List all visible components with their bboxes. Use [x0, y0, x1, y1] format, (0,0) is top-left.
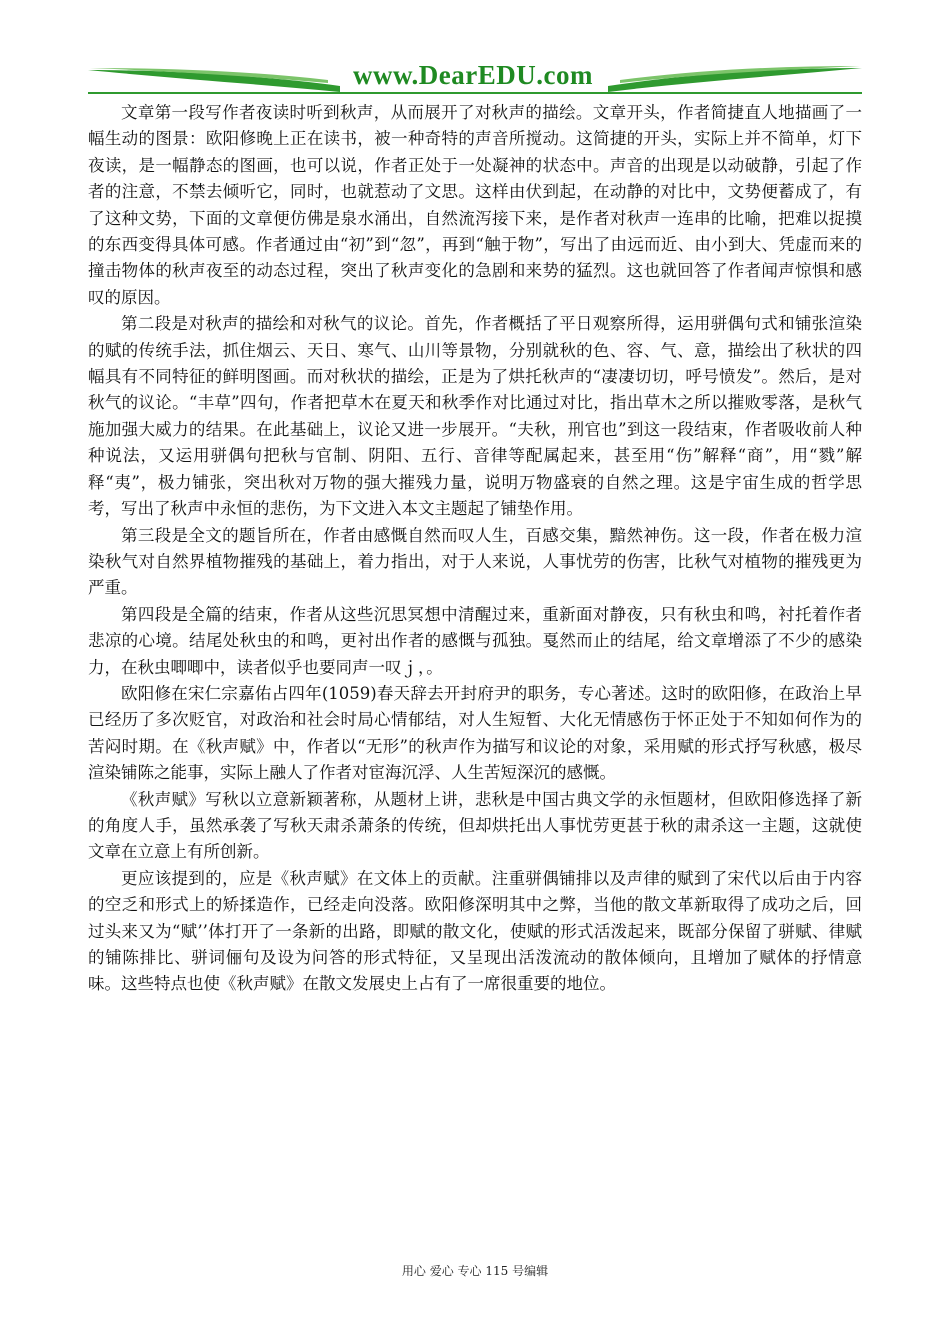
page-footer: 用心 爱心 专心 115 号编辑 [401, 1264, 549, 1278]
paragraph-7: 更应该提到的，应是《秋声赋》在文体上的贡献。注重骈偶铺排以及声律的赋到了宋代以后由于内容的空乏和形式上的矫揉造作，已经走向没落。欧阳修深明其中之弊，当他的散文革新取得了成功之后，回过头来又为“赋’’体打开了一条新的出路，即赋的散文化，使赋的形式活泼起来，既部分保留了骈赋、律赋的铺陈排比、骈词俪句及设为问答的形式特征，又呈现出活泼流动的散体倾向，且增加了赋体的抒情意味。这些特点也使《秋声赋》在散文发展史上占有了一席很重要的地位。 [88, 868, 862, 994]
paragraph-4: 第四段是全篇的结束，作者从这些沉思冥想中清醒过来，重新面对静夜，只有秋虫和鸣，衬托着作者悲凉的心境。结尾处秋虫的和鸣，更衬出作者的感慨与孤独。戛然而止的结尾，给文章增添了不少的感染力，在秋虫唧唧中，读者似乎也要同声一叹ｊ，。 [88, 604, 862, 677]
page-header [88, 58, 862, 100]
paragraph-3: 第三段是全文的题旨所在，作者由感慨自然而叹人生，百感交集，黯然神伤。这一段，作者在极力渲染秋气对自然界植物摧残的基础上，着力指出，对于人来说，人事忧劳的伤害，比秋气对植物的摧残更为严重。 [88, 525, 862, 598]
article-body [88, 100, 862, 998]
paragraph-2: 第二段是对秋声的描绘和对秋气的议论。首先，作者概括了平日观察所得，运用骈偶句式和铺张渲染的赋的传统手法，抓住烟云、天日、寒气、山川等景物，分别就秋的色、容、气、意，描绘出了秋状的四幅具有不同特征的鲜明图画。而对秋状的描绘，正是为了烘托秋声的“凄凄切切，呼号愤发”。然后，是对秋气的议论。“丰草”四句，作者把草木在夏天和秋季作对比通过对比，指出草木之所以摧败零落，是秋气施加强大威力的结果。在此基础上，议论又进一步展开。“夫秋，刑官也”到这一段结束，作者吸收前人种种说法，又运用骈偶句把秋与官制、阴阳、五行、音律等配属起来，甚至用“伤”解释“商”，用“戮”解释“夷”，极力铺张，突出秋对万物的强大摧残力量，说明万物盛衰的自然之理。这是宇宙生成的哲学思考，写出了秋声中永恒的悲伤，为下文进入本文主题起了铺垫作用。 [88, 314, 862, 519]
paragraph-6: 《秋声赋》写秋以立意新颖著称，从题材上讲，悲秋是中国古典文学的永恒题材，但欧阳修选择了新的角度人手，虽然承袭了写秋天肃杀萧条的传统，但却烘托出人事忧劳更甚于秋的肃杀这一主题，这就使文章在立意上有所创新。 [88, 789, 862, 862]
paragraph-5: 欧阳修在宋仁宗嘉佑占四年(1059)春天辞去开封府尹的职务，专心著述。这时的欧阳修，在政治上早已经历了多次贬官，对政治和社会时局心情郁结，对人生短暂、大化无情感伤于怀正处于不知如何作为的苦闷时期。在《秋声赋》中，作者以“无形”的秋声作为描写和议论的对象，采用赋的形式抒写秋感，极尽渲染铺陈之能事，实际上融人了作者对宦海沉浮、人生苦短深沉的感慨。 [88, 683, 862, 783]
site-logo: www.DearEDU.com [353, 60, 593, 90]
paragraph-1: 文章第一段写作者夜读时听到秋声，从而展开了对秋声的描绘。文章开头，作者简捷直人地描画了一幅生动的图景：欧阳修晚上正在读书，被一种奇特的声音所搅动。这简捷的开头，实际上并不简单，灯下夜读，是一幅静态的图画，也可以说，作者正处于一处凝神的状态中。声音的出现是以动破静，引起了作者的注意，不禁去倾听它，同时，也就惹动了文思。这样由伏到起，在动静的对比中，文势便蓄成了，有了这种文势，下面的文章便仿佛是泉水涌出，自然流泻接下来，是作者对秋声一连串的比喻，把难以捉摸的东西变得具体可感。作者通过由“初”到“忽”，再到“触于物”，写出了由远而近、由小到大、凭虚而来的撞击物体的秋声夜至的动态过程，突出了秋声变化的急剧和来势的猛烈。这也就回答了作者闻声惊惧和感叹的原因。 [88, 103, 862, 307]
